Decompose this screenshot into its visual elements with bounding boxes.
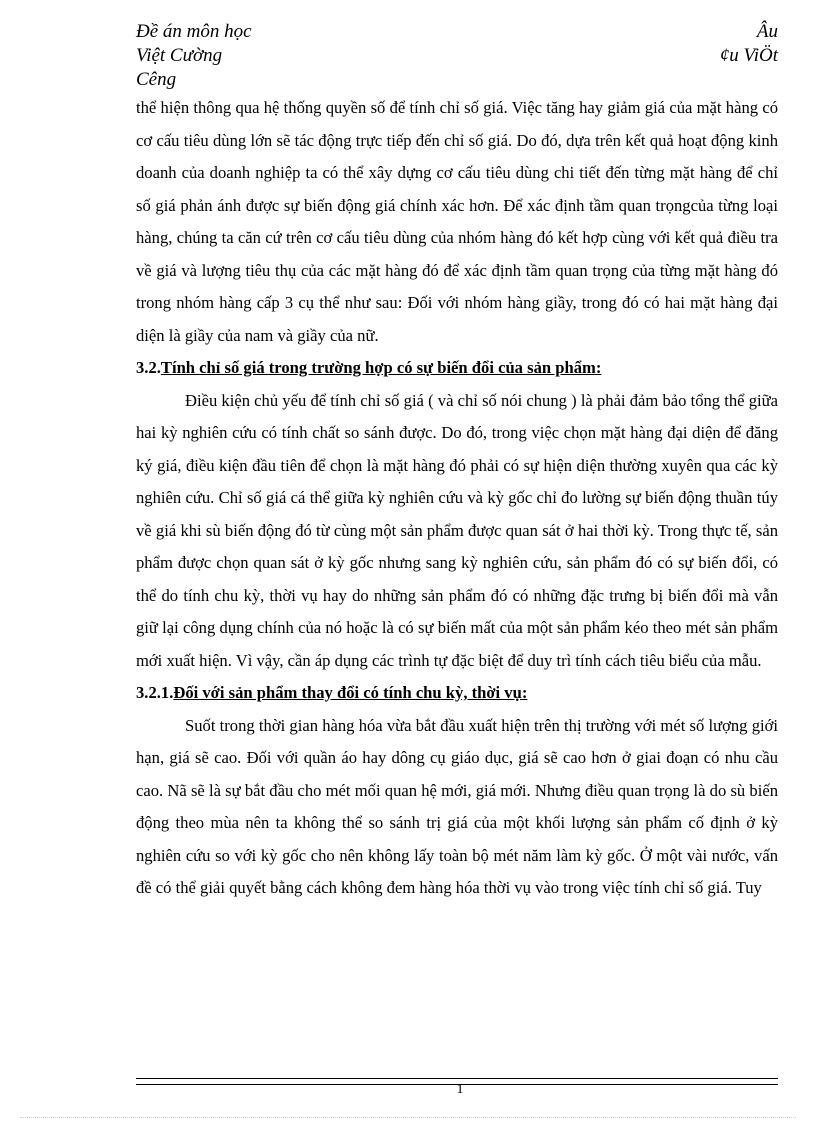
header-left-line3: Cêng (136, 69, 177, 90)
paragraph-1: thể hiện thông qua hệ thống quyền số để tính chỉ số giá. Việc tăng hay giảm giá của mặt hàng có cơ cấu tiêu dùng lớn sẽ tác động trực tiếp đến chỉ số giá. Do đó, dựa trên kết quả hoạt động kinh doanh của doanh nghiệp ta có thể xây dựng cơ cấu tiêu dùng chi tiết đến từng mặt hàng để chỉ số giá phản ánh được sự biến động giá chính xác hơn. Để xác định tầm quan trọngcủa từng loại hàng, chúng ta căn cứ trên cơ cấu tiêu dùng của nhóm hàng đó kết hợp cùng với kết quả điều tra về giá và lượng tiêu thụ của các mặt hàng đó để xác định tầm quan trọng của từng mặt hàng đó trong nhóm hàng cấp 3 cụ thể như sau: Đối với nhóm hàng giầy, trong đó có hai mặt hàng đại diện là giầy của nam và giầy của nữ. (136, 98, 778, 345)
section-heading-3-2 (136, 352, 778, 385)
paragraph-2: Điều kiện chủ yếu để tính chỉ số giá ( và chỉ số nói chung ) là phải đảm bảo tổng thể giữa hai kỳ nghiên cứu có tính chất so sánh được. Do đó, trong việc chọn mặt hàng đại diện để đăng ký giá, điều kiện đầu tiên để chọn là mặt hàng đó phải có sự hiện diện thường xuyên qua các kỳ nghiên cứu. Chỉ số giá cá thể giữa kỳ nghiên cứu và kỳ gốc chỉ đo lường sự biến động thuần túy về giá khi sù biến động đó từ cùng một sản phẩm được quan sát ở hai thời kỳ. Trong thực tế, sản phẩm được chọn quan sát ở kỳ gốc nhưng sang kỳ nghiên cứu, sản phẩm đó có sự biến đổi, có thể do tính chu kỳ, thời vụ hay do những sản phẩm đó có những đặc trưng bị biến đổi mà vẫn giữ lại công dụng chính của nó hoặc là có sự biến mất của một sản phẩm kéo theo mét sản phẩm mới xuất hiện. Vì vậy, cần áp dụng các trình tự đặc biệt để duy trì tính cách tiêu biểu của mẫu. (136, 390, 778, 670)
paragraph-3: Suốt trong thời gian hàng hóa vừa bắt đầu xuất hiện trên thị trường với mét số lượng giới hạn, giá sẽ cao. Đối với quần áo hay dông cụ giáo dục, giá sẽ cao hơn ở giai đoạn có nhu cầu cao. Nã sẽ là sự bắt đầu cho mét mối quan hệ mới, giá mới. Nhưng điều quan trọng là do sù biến động theo mùa nên ta không thể so sánh trị giá của một khối lượng sản phẩm cố định ở kỳ nghiên cứu so với kỳ gốc cho nên không lấy toàn bộ mét năm làm kỳ gốc. Ở một vài nước, vấn đề có thể giải quyết bằng cách không đem hàng hóa thời vụ vào trong việc tính chỉ số giá. Tuy (136, 715, 778, 897)
heading-title: Tính chỉ số giá trong trường hợp có sự biến đổi của sản phẩm: (160, 358, 602, 377)
heading-number: 3.2.1. (136, 683, 174, 702)
header-right-line1: Âu (756, 21, 778, 42)
document-body (136, 92, 778, 905)
page-number: 1 (456, 1082, 464, 1097)
page-header (136, 20, 778, 92)
heading-number: 3.2. (136, 358, 161, 377)
section-heading-3-2-1 (136, 677, 778, 710)
header-left-line2: Việt Cường (136, 45, 223, 66)
heading-title: Đối với sản phẩm thay đổi có tính chu kỳ, thời vụ: (173, 683, 528, 702)
page-bottom-divider (20, 1117, 796, 1118)
header-right-line2: ¢u ViÖt (719, 45, 778, 66)
header-left-line1: Đề án môn học (136, 21, 252, 42)
